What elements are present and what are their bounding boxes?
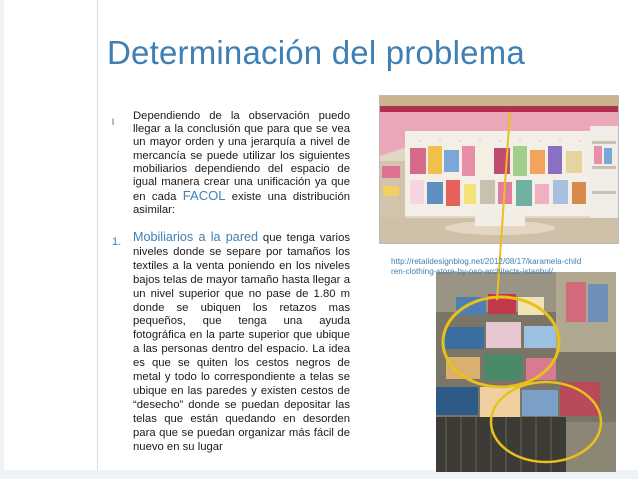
facol-highlight: FACOL bbox=[182, 188, 226, 204]
paragraph-text-end: existe una distribución asimilar: bbox=[133, 191, 351, 217]
numbered-marker: 1. bbox=[112, 236, 122, 248]
image-source-link[interactable]: http://retaildesignblog.net/2012/08/17/karamela-children-clothing-store-by-oso-architects-istanbul/ bbox=[391, 257, 582, 277]
bullet-marker: l bbox=[112, 117, 114, 127]
slide-title: Determinación del problema bbox=[107, 34, 525, 71]
wall-furniture-highlight: Mobiliarios a la pared bbox=[133, 230, 259, 244]
paragraph-text: que tenga varios niveles donde se separe por tamaños los textiles a la venta poniendo en los niveles bajos telas de mayor tamaño hasta llegar a un nivel superior que no pase de 1.80 m donde se ubiquen los retazos mas pequeños, que tenga una ayuda fotográfica en la parte superior que ubique a las personas dentro del espacio. La idea es que se quiten los cestos negros de metal y todo lo correspondiente a telas se ubique en las paredes y existen cestos de “desecho” donde se puedan depositar las telas que están quedando en desorden para que se puedan organizar más fácil de nuevo en su lugar bbox=[133, 232, 350, 453]
paragraph-text: Dependiendo de la observación puedo llegar a la conclusión que para que se vea un mayor orden y una jerarquía a nivel de mercancía se puede utilizar los siguientes mobiliarios dependiendo del espacio de igual manera crear una unificación ya que en cada bbox=[133, 110, 350, 204]
